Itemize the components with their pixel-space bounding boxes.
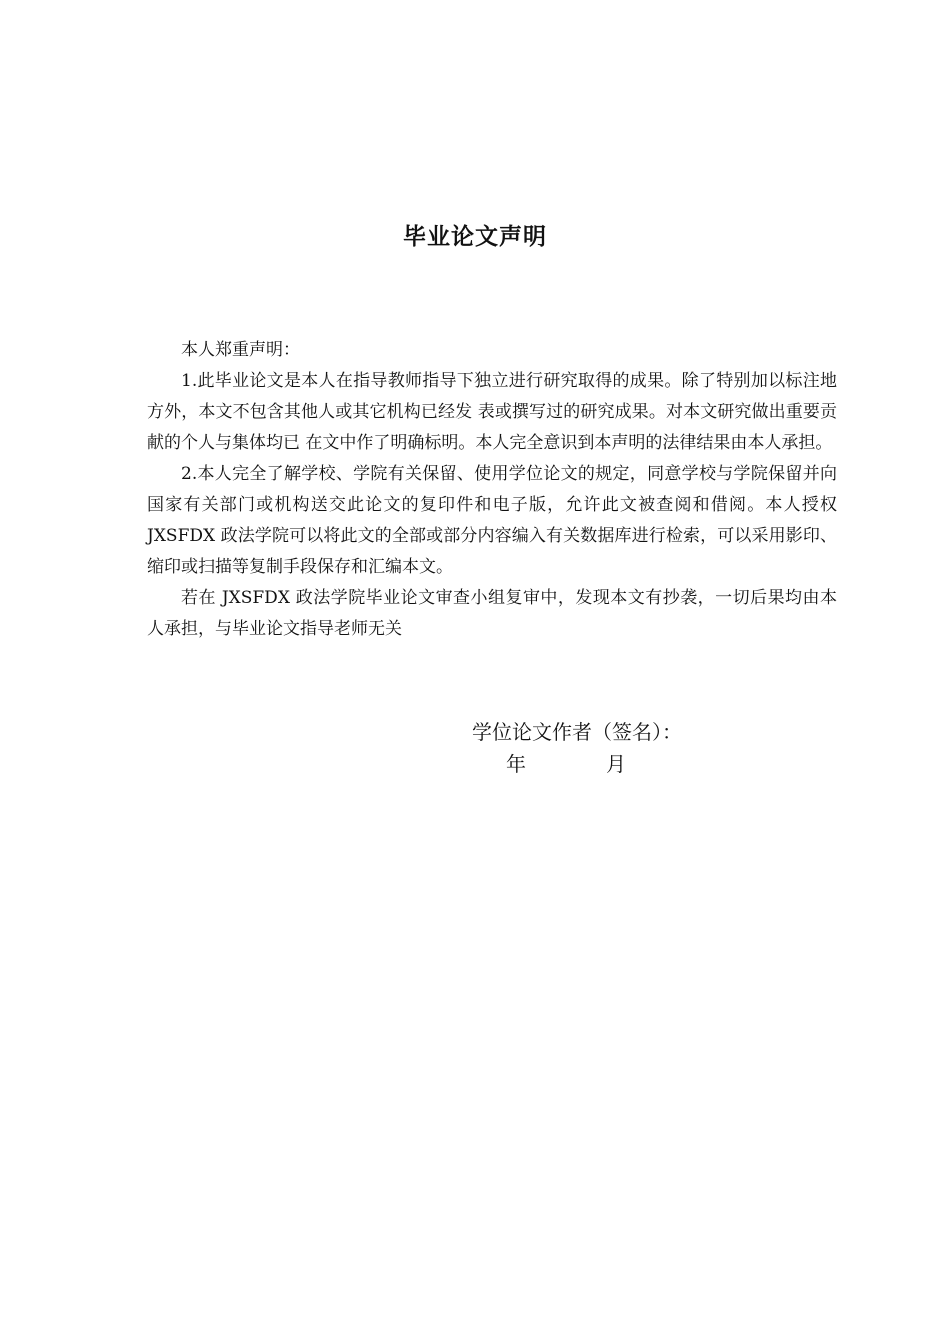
declaration-body	[147, 335, 837, 645]
signature-block	[472, 716, 832, 780]
year-label: 年	[506, 752, 526, 776]
document-title: 毕业论文声明	[403, 224, 547, 250]
declaration-intro: 本人郑重声明：	[181, 340, 300, 360]
declaration-clause-2: 2.本人完全了解学校、学院有关保留、使用学位论文的规定，同意学校与学院保留并向国家有关部门或机构送交此论文的复印件和电子版，允许此文被查阅和借阅。本人授权 JXSFDX 政法学院可以将此文的全部或部分内容编入有关数据库进行检索，可以采用影印、缩印或扫描等复制手段保存和汇编本文。	[147, 464, 837, 577]
signature-date	[472, 748, 832, 780]
declaration-clause-3: 若在 JXSFDX 政法学院毕业论文审查小组复审中，发现本文有抄袭，一切后果均由本人承担，与毕业论文指导老师无关	[147, 588, 837, 639]
declaration-clause-1: 1.此毕业论文是本人在指导教师指导下独立进行研究取得的成果。除了特别加以标注地方外，本文不包含其他人或其它机构已经发 表或撰写过的研究成果。对本文研究做出重要贡献的个人与集体均已 在文中作了明确标明。本人完全意识到本声明的法律结果由本人承担。	[147, 371, 837, 453]
author-signature-label: 学位论文作者（签名）：	[472, 720, 682, 744]
month-label: 月	[606, 752, 626, 776]
